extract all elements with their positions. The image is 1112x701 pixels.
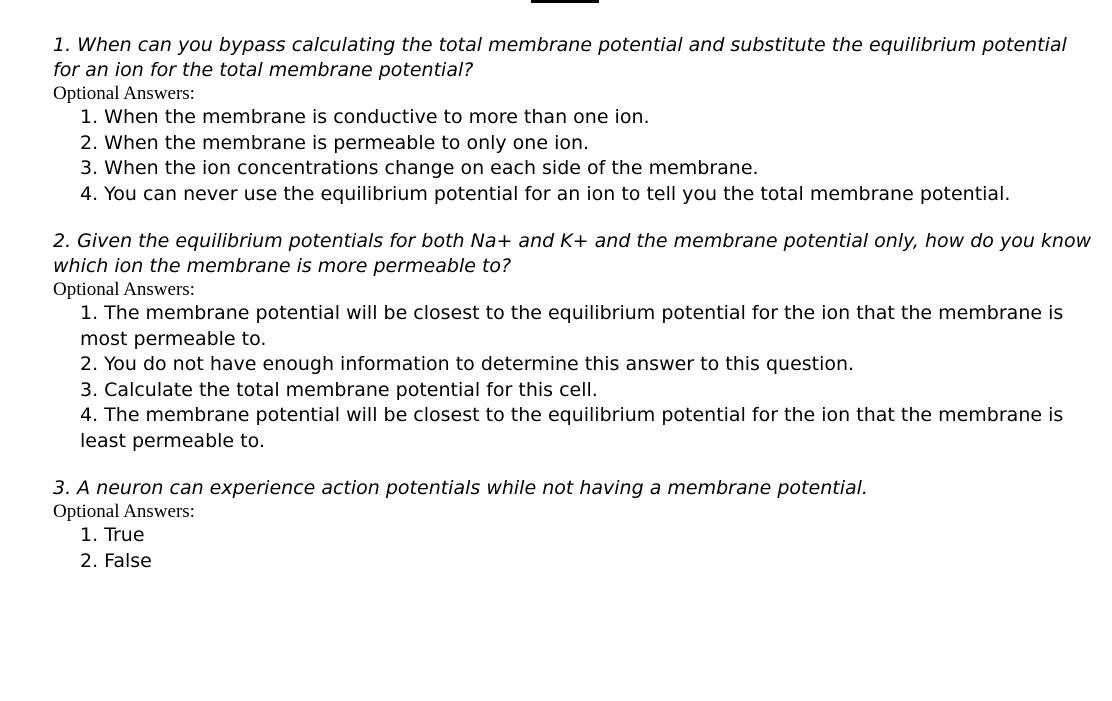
question-text: 1. When can you bypass calculating the total membrane potential and substitute the equilibrium potential for an ion for the total membrane potential? [53,34,1067,81]
answer-list [53,523,1093,574]
answer-option: 3. Calculate the total membrane potential for this cell. [80,378,598,401]
question-text: 3. A neuron can experience action potentials while not having a membrane potential. [53,477,868,499]
answer-option: 2. When the membrane is permeable to only one ion. [80,131,590,154]
question-2 [53,229,1093,454]
answer-option: 1. True [80,524,145,546]
question-3 [53,476,1093,574]
answer-option: 4. The membrane potential will be closest to the equilibrium potential for the ion that the membrane is least permeable to. [80,404,1064,452]
optional-answers-label: Optional Answers: [53,501,195,522]
optional-answers-label: Optional Answers: [53,83,195,104]
question-document [53,33,1093,596]
answer-option: 2. False [80,549,152,572]
answer-option: 4. You can never use the equilibrium potential for an ion to tell you the total membrane potential. [80,182,1011,205]
answer-option: 1. When the membrane is conductive to more than one ion. [80,106,650,128]
answer-list [53,301,1093,454]
question-1 [53,33,1093,207]
top-rule [531,0,599,3]
answer-option: 3. When the ion concentrations change on each side of the membrane. [80,157,759,179]
question-text: 2. Given the equilibrium potentials for both Na+ and K+ and the membrane potential only, how do you know which ion the membrane is more permeable to? [53,230,1092,277]
answer-option: 2. You do not have enough information to determine this answer to this question. [80,353,855,375]
answer-option: 1. The membrane potential will be closest to the equilibrium potential for the ion that the membrane is most permeable to. [80,302,1064,350]
optional-answers-label: Optional Answers: [53,279,195,300]
answer-list [53,105,1093,207]
